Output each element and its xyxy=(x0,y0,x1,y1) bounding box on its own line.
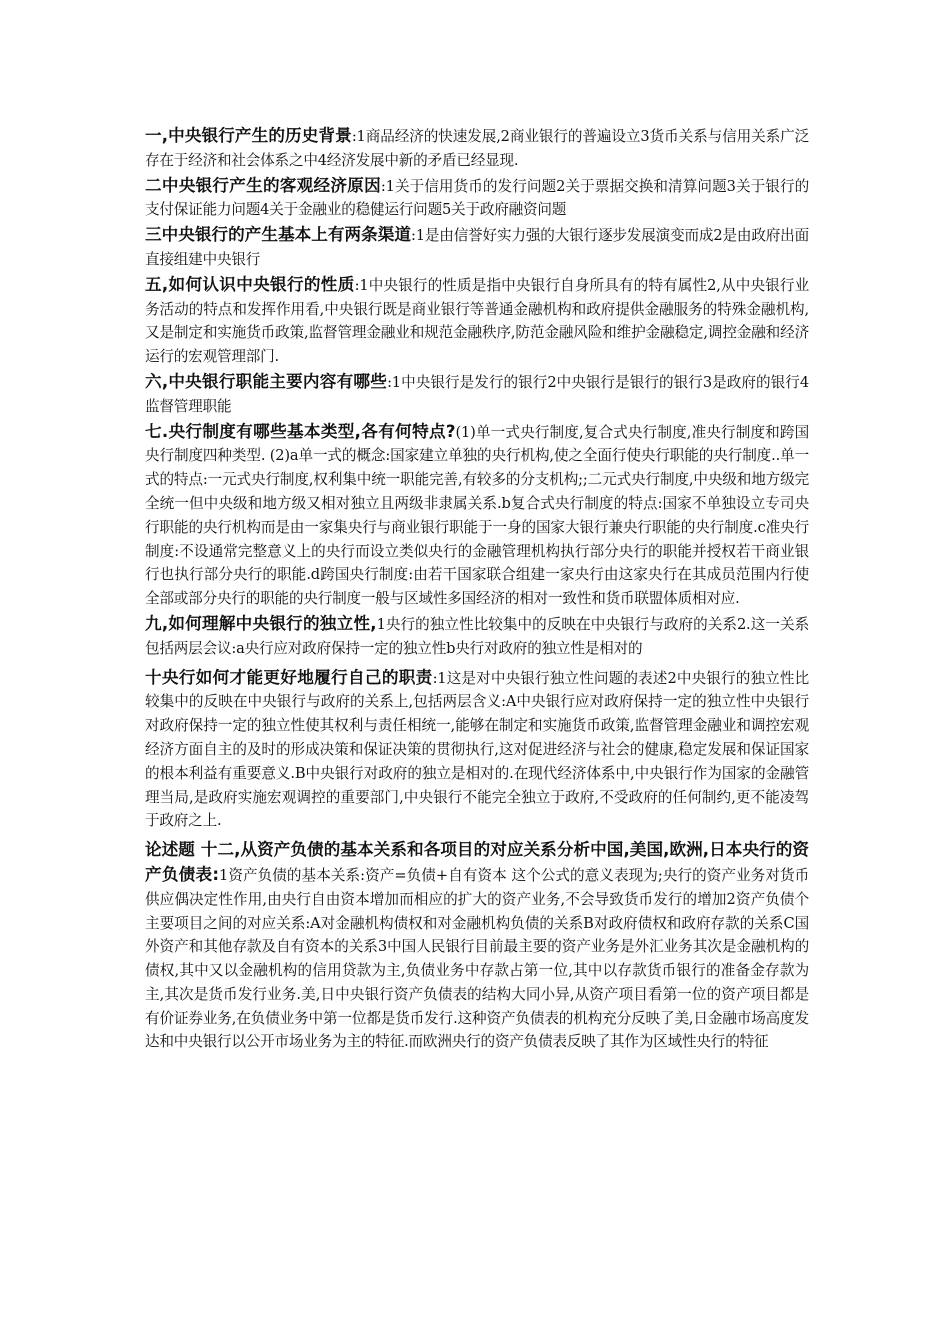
section-heading: 二中央银行产生的客观经济原因 xyxy=(145,175,381,195)
section-heading: 论述题 十二,从资产负债的基本关系和各项目的对应关系分析中国,美国,欧洲,日本央行的资产负债表: xyxy=(145,840,809,884)
section-text: (1)单一式央行制度,复合式央行制度,准央行制度和跨国央行制度四种类型. (2)a单一式的概念:国家建立单独的央行机构,使之全面行使央行职能的央行制度..单一式的特点:一元式央行制度,权利集中统一职能完善,有较多的分支机构;;二元式央行制度,中央级和地方级完全统一但中央级和地方级又相对独立且两级非隶属关系.b复合式央行制度的特点:国家不单独设立专司央行职能的央行机构而是由一家集央行与商业银行职能于一身的国家大银行兼央行职能的央行制度.c准央行制度:不设通常完整意义上的央行而设立类似央行的金融管理机构执行部分央行的职能并授权若干商业银行也执行部分央行的职能.d跨国央行制度:由若干国家联合组建一家央行由这家央行在其成员范围内行使全部或部分央行的职能的央行制度一般与区域性多国经济的相对一致性和货币联盟体质相对应. xyxy=(145,423,810,608)
section-text: 1资产负债的基本关系:资产=负债+自有资本 这个公式的意义表现为;央行的资产业务对货币供应偶决定性作用,由央行自由资本增加而相应的扩大的资产业务,不会导致货币发行的增加2资产负债个主要项目之间的对应关系:A对金融机构债权和对金融机构负债的关系B对政府债权和政府存款的关系C国外资产和其他存款及自有资本的关系3中国人民银行目前最主要的资产业务是外汇业务其次是金融机构的债权,其中又以金融机构的信用贷款为主,负债业务中存款占第一位,其中以存款货币银行的准备金存款为主,其次是货币发行业务.美,日中央银行资产负债表的结构大同小异,从资产项目看第一位的资产项目都是有价证券业务,在负债业务中第一位都是货币发行.这种资产负债表的机构充分反映了美,日金融市场高度发达和中央银行以公开市场业务为主的特征.而欧洲央行的资产负债表反映了其作为区域性央行的特征 xyxy=(145,866,810,1051)
section-heading: 五,如何认识中央银行的性质 xyxy=(145,274,355,294)
section-two-channels xyxy=(145,223,809,272)
section-balance-sheet-essay xyxy=(145,838,809,1054)
section-heading: 一,中央银行产生的历史背景 xyxy=(145,126,352,145)
section-text: :1中央银行的性质是指中央银行自身所具有的特有属性2,从中央银行业务活动的特点和发挥作用看,中央银行既是商业银行等普通金融机构和政府提供金融服务的特殊金融机构,又是制定和实施货币政策,监督管理金融业和规范金融秩序,防范金融风险和维护金融稳定,调控金融和经济运行的宏观管理部门. xyxy=(145,276,809,366)
section-text: 1央行的独立性比较集中的反映在中央银行与政府的关系2.这一关系包括两层会议:a央行应对政府保持一定的独立性b央行对政府的独立性是相对的 xyxy=(145,615,809,657)
section-heading: 七.央行制度有哪些基本类型,各有何特点? xyxy=(145,421,456,441)
section-text: :1商品经济的快速发展,2商业银行的普遍设立3货币关系与信用关系广泛存在于经济和社会体系之中4经济发展中新的矛盾已经显现. xyxy=(145,128,809,169)
section-heading: 三中央银行的产生基本上有两条渠道 xyxy=(145,225,412,245)
section-text: :1这是对中央银行独立性问题的表述2中央银行的独立性比较集中的反映在中央银行与政府的关系上,包括两层含义:A中央银行应对政府保持一定的独立性中央银行对政府保持一定的独立性使其权利与责任相统一,能够在制定和实施货币政策,监督管理金融业和调控宏观经济方面自主的及时的形成决策和保证决策的贯彻执行,这对促进经济与社会的健康,稳定发展和保证国家的根本利益有重要意义.B中央银行对政府的独立是相对的.在现代经济体系中,中央银行作为国家的金融管理当局,是政府实施宏观调控的重要部门,中央银行不能完全独立于政府,不受政府的任何制约,更不能凌驾于政府之上. xyxy=(145,669,810,830)
document-page xyxy=(145,124,809,1055)
section-system-types xyxy=(145,420,809,611)
section-economic-reasons xyxy=(145,174,809,223)
section-text: :1是由信誉好实力强的大银行逐步发展演变而成2是由政府出面直接组建中央银行 xyxy=(145,227,809,268)
section-text: :1中央银行是发行的银行2中央银行是银行的银行3是政府的银行4监督管理职能 xyxy=(145,373,810,415)
section-functions xyxy=(145,370,809,419)
section-history-background xyxy=(145,124,809,173)
section-independence xyxy=(145,612,809,661)
section-heading: 九,如何理解中央银行的独立性, xyxy=(145,613,377,633)
section-nature xyxy=(145,273,809,369)
section-heading: 六,中央银行职能主要内容有哪些 xyxy=(145,371,388,391)
section-duties xyxy=(145,666,809,834)
section-text: :1关于信用货币的发行问题2关于票据交换和清算问题3关于银行的支付保证能力问题4关于金融业的稳健运行问题5关于政府融资问题 xyxy=(145,177,809,219)
section-heading: 十央行如何才能更好地履行自己的职责 xyxy=(145,667,433,687)
